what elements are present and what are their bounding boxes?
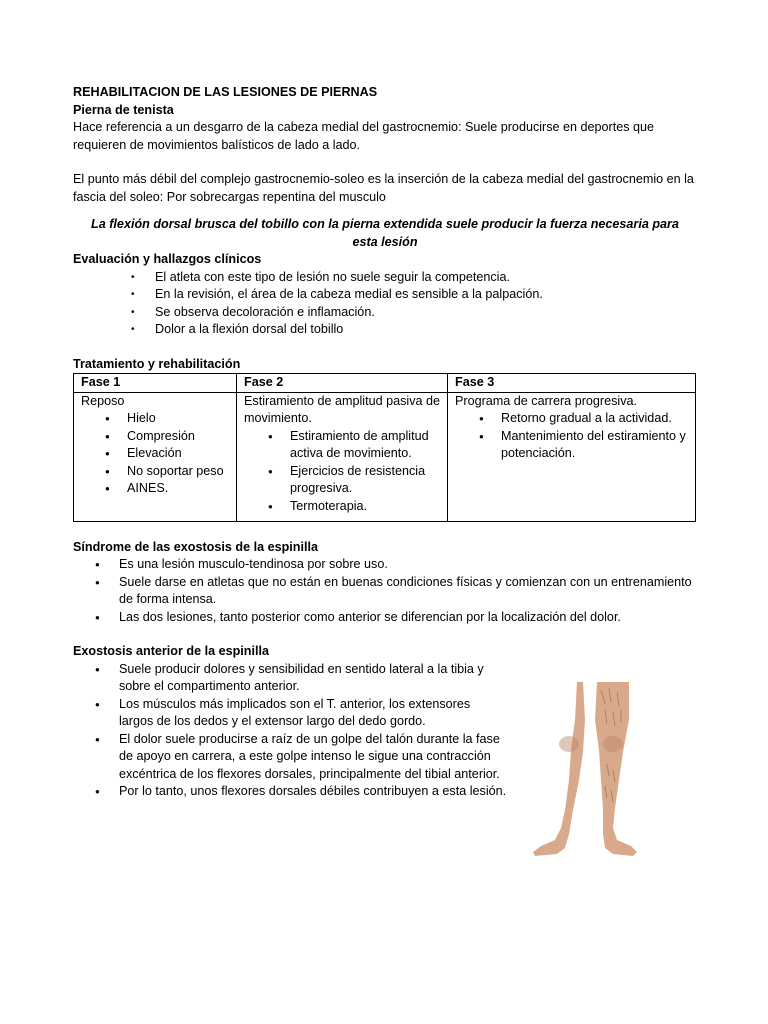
section-heading-treatment: Tratamiento y rehabilitación (73, 356, 241, 371)
list-item: ● Estiramiento de amplitud activa de movimiento. (244, 428, 442, 463)
evaluation-list (73, 269, 697, 339)
list-item: ● Hielo (81, 410, 231, 428)
left-leg (533, 682, 585, 856)
list-item: ● Por lo tanto, unos flexores dorsales débiles contribuyen a esta lesión. (73, 783, 697, 801)
left-knee (559, 736, 579, 752)
paragraph-definition: Hace referencia a un desgarro de la cabeza medial del gastrocnemio: Suele producirse en deportes que requieren de movimientos balísticos de lado a lado. (73, 120, 655, 152)
list-item: • Se observa decoloración e inflamación. (73, 304, 697, 322)
section-heading-shin-splints: Síndrome de las exostosis de la espinilla (73, 539, 318, 554)
list-item: • Dolor a la flexión dorsal del tobillo (73, 321, 697, 339)
list-item: ● Compresión (81, 428, 231, 446)
treatment-table (73, 373, 696, 522)
shin-splints-list (73, 556, 697, 626)
table-header-phase-3: Fase 3 (448, 374, 696, 393)
cell-intro: Programa de carrera progresiva. (455, 393, 637, 408)
table-cell-phase-3 (448, 392, 696, 521)
table-cell-phase-1 (74, 392, 237, 521)
list-item: ● El dolor suele producirse a raíz de un golpe del talón durante la fase de apoyo en carrera, a este golpe intenso le sigue una contracción excéntrica de los flexores dorsales, principalmente del tibial anterior. (73, 731, 697, 784)
emphasis-statement: La flexión dorsal brusca del tobillo con la pierna extendida suele producir la fuerza necesaria para esta lesión (91, 217, 679, 249)
table-header-phase-2: Fase 2 (237, 374, 448, 393)
table-header-phase-1: Fase 1 (74, 374, 237, 393)
table-header-row (74, 374, 696, 393)
list-item: ● Retorno gradual a la actividad. (455, 410, 690, 428)
table-cell-phase-2 (237, 392, 448, 521)
legs-photo (525, 680, 658, 860)
paragraph-weak-point: El punto más débil del complejo gastrocnemio-soleo es la inserción de la cabeza medial del gastrocnemio en la fascia del soleo: Por sobrecargas repentina del musculo (73, 172, 694, 204)
section-heading-anterior-exostosis: Exostosis anterior de la espinilla (73, 644, 269, 658)
list-item: ● Mantenimiento del estiramiento y potenciación. (455, 428, 690, 463)
cell-intro: Reposo (81, 393, 125, 408)
list-item: • El atleta con este tipo de lesión no suele seguir la competencia. (73, 269, 697, 287)
list-item: ● Suele darse en atletas que no están en buenas condiciones físicas y comienzan con un entrenamiento de forma intensa. (73, 574, 697, 609)
list-item: ● Termoterapia. (244, 498, 442, 516)
list-item: ● Suele producir dolores y sensibilidad en sentido lateral a la tibia y sobre el compartimento anterior. (73, 661, 697, 696)
list-item: ● Elevación (81, 445, 231, 463)
list-item: ● Los músculos más implicados son el T. anterior, los extensores largos de los dedos y el extensor largo del dedo gordo. (73, 696, 697, 731)
list-item: ● Ejercicios de resistencia progresiva. (244, 463, 442, 498)
section-heading-tennis-leg: Pierna de tenista (73, 102, 174, 117)
right-leg (595, 682, 637, 856)
list-item: • En la revisión, el área de la cabeza medial es sensible a la palpación. (73, 286, 697, 304)
list-item: ● AINES. (81, 480, 231, 498)
right-knee (603, 736, 623, 752)
list-item: ● No soportar peso (81, 463, 231, 481)
section-heading-evaluation: Evaluación y hallazgos clínicos (73, 252, 262, 266)
cell-intro: Estiramiento de amplitud pasiva de movimiento. (244, 393, 441, 425)
table-row (74, 392, 696, 521)
document-title: REHABILITACION DE LAS LESIONES DE PIERNAS (73, 85, 378, 99)
list-item: ● Las dos lesiones, tanto posterior como anterior se diferencian por la localización del dolor. (73, 609, 697, 627)
list-item: ● Es una lesión musculo-tendinosa por sobre uso. (73, 556, 697, 574)
